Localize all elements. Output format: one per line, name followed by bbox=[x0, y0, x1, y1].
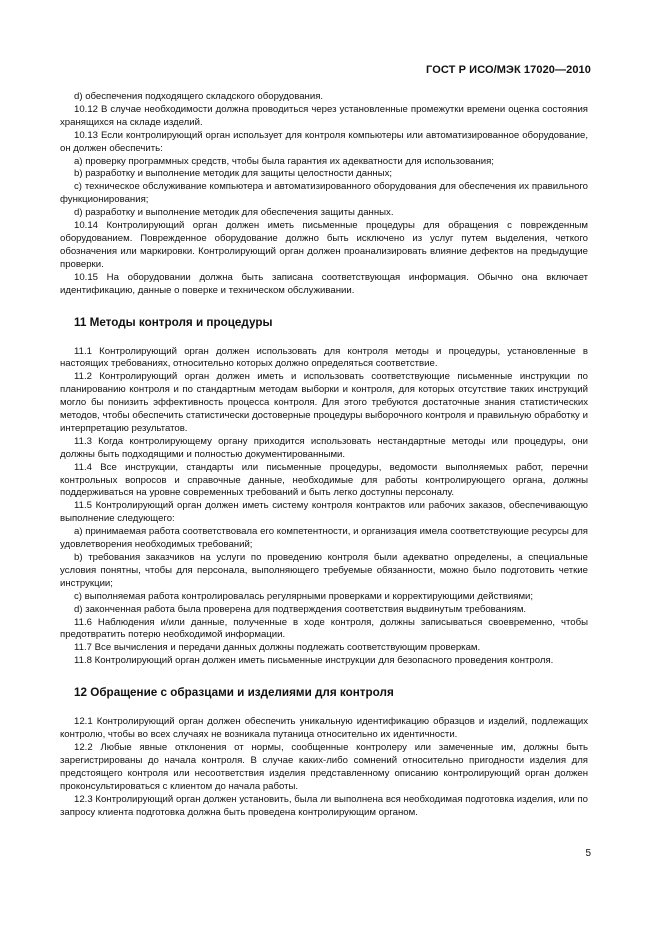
paragraph: a) проверку программных средств, чтобы была гарантия их адекватности для использования; bbox=[74, 155, 494, 167]
paragraph: b) требования заказчиков на услуги по проведению контроля были адекватно определены, а специальные условия понятны, чтобы для персонала, выполняющего требуемые обязанности, можно было подготовить четкие инструкции; bbox=[60, 552, 588, 589]
paragraph: 11.4 Все инструкции, стандарты или письменные процедуры, ведомости выполняемых работ, перечни контрольных вопросов и справочные данные, необходимые для работы контролирующего органа, должны поддерживаться на уровне современных требований и быть легко доступны персоналу. bbox=[60, 461, 588, 499]
paragraph: d) разработку и выполнение методик для обеспечения защиты данных. bbox=[74, 207, 394, 219]
paragraph: 12.2 Любые явные отклонения от нормы, сообщенные контролеру или замеченные им, должны быть зарегистрированы до начала контроля. В случае каких-либо сомнений относительно пригодности изделия для предстоящего контроля или несоответствия изделия представленному описанию контролирующий орган должен проконсультироваться с клиентом до начала работы. bbox=[60, 741, 588, 792]
paragraph: a) принимаемая работа соответствовала его компетентности, и организация имела соответствующие ресурсы для удовлетворения необходимых требований; bbox=[60, 526, 588, 551]
paragraph: d) законченная работа была проверена для подтверждения соответствия выдвинутым требованиям. bbox=[74, 603, 527, 615]
paragraph: 12.1 Контролирующий орган должен обеспечить уникальную идентификацию образцов и изделий, подлежащих контролю, чтобы во всех случаях не возникала путаница относительно их идентичности. bbox=[60, 716, 588, 741]
paragraph: c) техническое обслуживание компьютера и автоматизированного оборудования для обеспечения их правильного функционирования; bbox=[60, 181, 588, 206]
section-12-heading: 12 Обращение с образцами и изделиями для контроля bbox=[74, 686, 394, 700]
paragraph: 11.3 Когда контролирующему органу приходится использовать нестандартные методы или процедуры, они должны быть подходящими и полностью документированными. bbox=[60, 435, 588, 460]
paragraph: 11.2 Контролирующий орган должен иметь и использовать соответствующие письменные инструкции по планированию контроля и по стандартным методам выборки и контроля, для которых отсутствие таких инструкций могло бы понизить эффективность процесса контроля. Для этого требуются достаточные знания статистических методов, чтобы обеспечить статистически достоверные процедуры выборочного контроля и правильную обработку и интерпретацию результатов. bbox=[60, 371, 588, 434]
paragraph: b) разработку и выполнение методик для защиты целостности данных; bbox=[74, 168, 393, 180]
section-11-heading: 11 Методы контроля и процедуры bbox=[74, 315, 273, 329]
paragraph: 11.5 Контролирующий орган должен иметь систему контроля контрактов или рабочих заказов, обеспечивающую выполнение следующего: bbox=[60, 500, 588, 525]
paragraph: 12.3 Контролирующий орган должен установить, была ли выполнена вся необходимая подготовка изделия, или по запросу клиента подготовка должна быть проведена контролирующим органом. bbox=[60, 793, 588, 818]
paragraph: 10.14 Контролирующий орган должен иметь письменные процедуры для обращения с поврежденным оборудованием. Поврежденное оборудование должно быть исключено из услуг путем выделения, четкого обозначения или маркировки. Контролирующий орган должен проанализировать влияние дефектов на предыдущие проверки. bbox=[60, 220, 588, 270]
paragraph: 11.1 Контролирующий орган должен использовать для контроля методы и процедуры, установленные в настоящих требованиях, относительно которых должно определяться соответствие. bbox=[60, 345, 588, 370]
paragraph: 10.15 На оборудовании должна быть записана соответствующая информация. Обычно она включает идентификацию, данные о поверке и техническом обслуживании. bbox=[60, 271, 588, 296]
page-number: 5 bbox=[585, 848, 591, 859]
document-body bbox=[60, 91, 588, 819]
paragraph: 11.8 Контролирующий орган должен иметь письменные инструкции для безопасного проведения контроля. bbox=[74, 655, 554, 667]
paragraph: d) обеспечения подходящего складского оборудования. bbox=[74, 91, 324, 102]
paragraph: 11.7 Все вычисления и передачи данных должны подлежать соответствующим проверкам. bbox=[74, 642, 481, 654]
standard-designation: ГОСТ Р ИСО/МЭК 17020—2010 bbox=[426, 64, 591, 76]
paragraph: 10.12 В случае необходимости должна проводиться через установленные промежутки времени оценка состояния хранящихся на складе изделий. bbox=[60, 103, 588, 128]
paragraph: c) выполняемая работа контролировалась регулярными проверками и корректирующими действиями; bbox=[74, 590, 534, 602]
paragraph: 10.13 Если контролирующий орган использует для контроля компьютеры или автоматизированное оборудование, он должен обеспечить: bbox=[60, 129, 588, 154]
paragraph: 11.6 Наблюдения и/или данные, полученные в ходе контроля, должны записываться своевременно, чтобы предотвратить потерю необходимой информации. bbox=[60, 616, 588, 641]
